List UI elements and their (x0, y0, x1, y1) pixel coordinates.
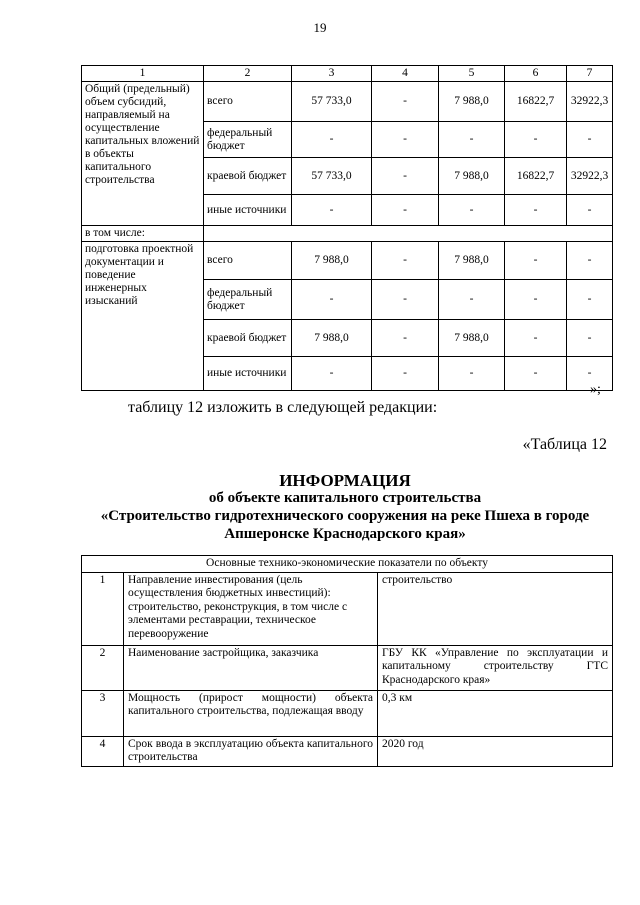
value-cell: - (292, 122, 372, 158)
value-cell: - (372, 158, 439, 195)
value-cell: 16822,7 (505, 82, 567, 122)
info-subtitle (0, 489, 640, 543)
value-cell: - (567, 357, 613, 391)
value-cell: - (505, 242, 567, 280)
page-number: 19 (313, 20, 327, 35)
value-cell: - (567, 280, 613, 320)
value-cell: - (567, 242, 613, 280)
value-cell: - (505, 280, 567, 320)
value-cell: - (292, 357, 372, 391)
object-name-cell: подготовка проектной документации и поведение инженерных изысканий (82, 242, 204, 391)
indicator-value: ГБУ КК «Управление по эксплуатации и капитальному строительству ГТС Краснодарского края» (378, 645, 613, 690)
value-cell: - (505, 357, 567, 391)
row-number: 3 (82, 690, 124, 736)
indicator-value: строительство (378, 572, 613, 645)
indicators-table (81, 555, 613, 767)
table-header-row (82, 66, 613, 82)
value-cell: - (439, 195, 505, 226)
value-cell: - (439, 280, 505, 320)
value-cell: 7 988,0 (439, 242, 505, 280)
indicator-label: Направление инвестирования (цель осуществления бюджетных инвестиций): строительство, реконструкция, в том числе с элементами реставрации, техническое перевооружение (124, 572, 378, 645)
indicator-label: Наименование застройщика, заказчика (124, 645, 378, 690)
value-cell: - (372, 242, 439, 280)
indicator-value: 0,3 км (378, 690, 613, 736)
header-cell: 2 (204, 66, 292, 82)
value-cell: - (292, 280, 372, 320)
table-header-row (82, 556, 613, 573)
source-cell: краевой бюджет (204, 158, 292, 195)
row-number: 2 (82, 645, 124, 690)
value-cell: 7 988,0 (292, 320, 372, 357)
value-cell: - (292, 195, 372, 226)
table-row (82, 242, 613, 280)
subsidy-table (81, 65, 613, 391)
header-cell: Основные технико-экономические показатели по объекту (82, 556, 613, 573)
value-cell: - (372, 357, 439, 391)
instruction-text: таблицу 12 изложить в следующей редакции: (128, 399, 438, 416)
indicator-label: Мощность (прирост мощности) объекта капитального строительства, подлежащая вводу (124, 690, 378, 736)
value-cell: - (567, 320, 613, 357)
header-cell: 3 (292, 66, 372, 82)
table-row (82, 82, 613, 122)
table-row (82, 572, 613, 645)
value-cell: 32922,3 (567, 158, 613, 195)
indicator-label: Срок ввода в эксплуатацию объекта капитального строительства (124, 736, 378, 766)
object-name-cell: Общий (предельный) объем субсидий, направляемый на осуществление капитальных вложений в объекты капитального строительства (82, 82, 204, 226)
header-cell: 1 (82, 66, 204, 82)
value-cell: - (372, 122, 439, 158)
subheader-cell: в том числе: (82, 226, 204, 242)
source-cell: федеральный бюджет (204, 280, 292, 320)
info-subtitle-line: об объекте капитального строительства (208, 490, 482, 506)
source-cell: иные источники (204, 195, 292, 226)
table-row (82, 736, 613, 766)
value-cell: - (567, 195, 613, 226)
value-cell: 7 988,0 (439, 320, 505, 357)
closing-quote-mark: »; (590, 382, 601, 397)
header-cell: 4 (372, 66, 439, 82)
table-row (82, 645, 613, 690)
value-cell: - (372, 280, 439, 320)
value-cell: - (567, 122, 613, 158)
source-cell: иные источники (204, 357, 292, 391)
source-cell: всего (204, 82, 292, 122)
info-subtitle-line: Апшеронске Краснодарского края» (224, 526, 466, 542)
value-cell: 7 988,0 (439, 158, 505, 195)
value-cell: - (505, 195, 567, 226)
info-title: ИНФОРМАЦИЯ (279, 471, 411, 490)
indicator-value: 2020 год (378, 736, 613, 766)
info-subtitle-line: «Строительство гидротехнического сооружения на реке Пшеха в городе (100, 508, 590, 524)
row-number: 1 (82, 572, 124, 645)
value-cell: - (505, 122, 567, 158)
table-row (82, 226, 613, 242)
value-cell: 32922,3 (567, 82, 613, 122)
value-cell: 57 733,0 (292, 82, 372, 122)
value-cell: - (372, 195, 439, 226)
value-cell: - (439, 122, 505, 158)
value-cell: - (439, 357, 505, 391)
value-cell: 7 988,0 (439, 82, 505, 122)
header-cell: 7 (567, 66, 613, 82)
row-number: 4 (82, 736, 124, 766)
empty-cell (204, 226, 613, 242)
value-cell: - (505, 320, 567, 357)
source-cell: краевой бюджет (204, 320, 292, 357)
table-row (82, 690, 613, 736)
source-cell: всего (204, 242, 292, 280)
value-cell: - (372, 82, 439, 122)
value-cell: - (372, 320, 439, 357)
value-cell: 7 988,0 (292, 242, 372, 280)
source-cell: федеральный бюджет (204, 122, 292, 158)
header-cell: 6 (505, 66, 567, 82)
table-reference: «Таблица 12 (522, 436, 607, 453)
value-cell: 57 733,0 (292, 158, 372, 195)
header-cell: 5 (439, 66, 505, 82)
value-cell: 16822,7 (505, 158, 567, 195)
